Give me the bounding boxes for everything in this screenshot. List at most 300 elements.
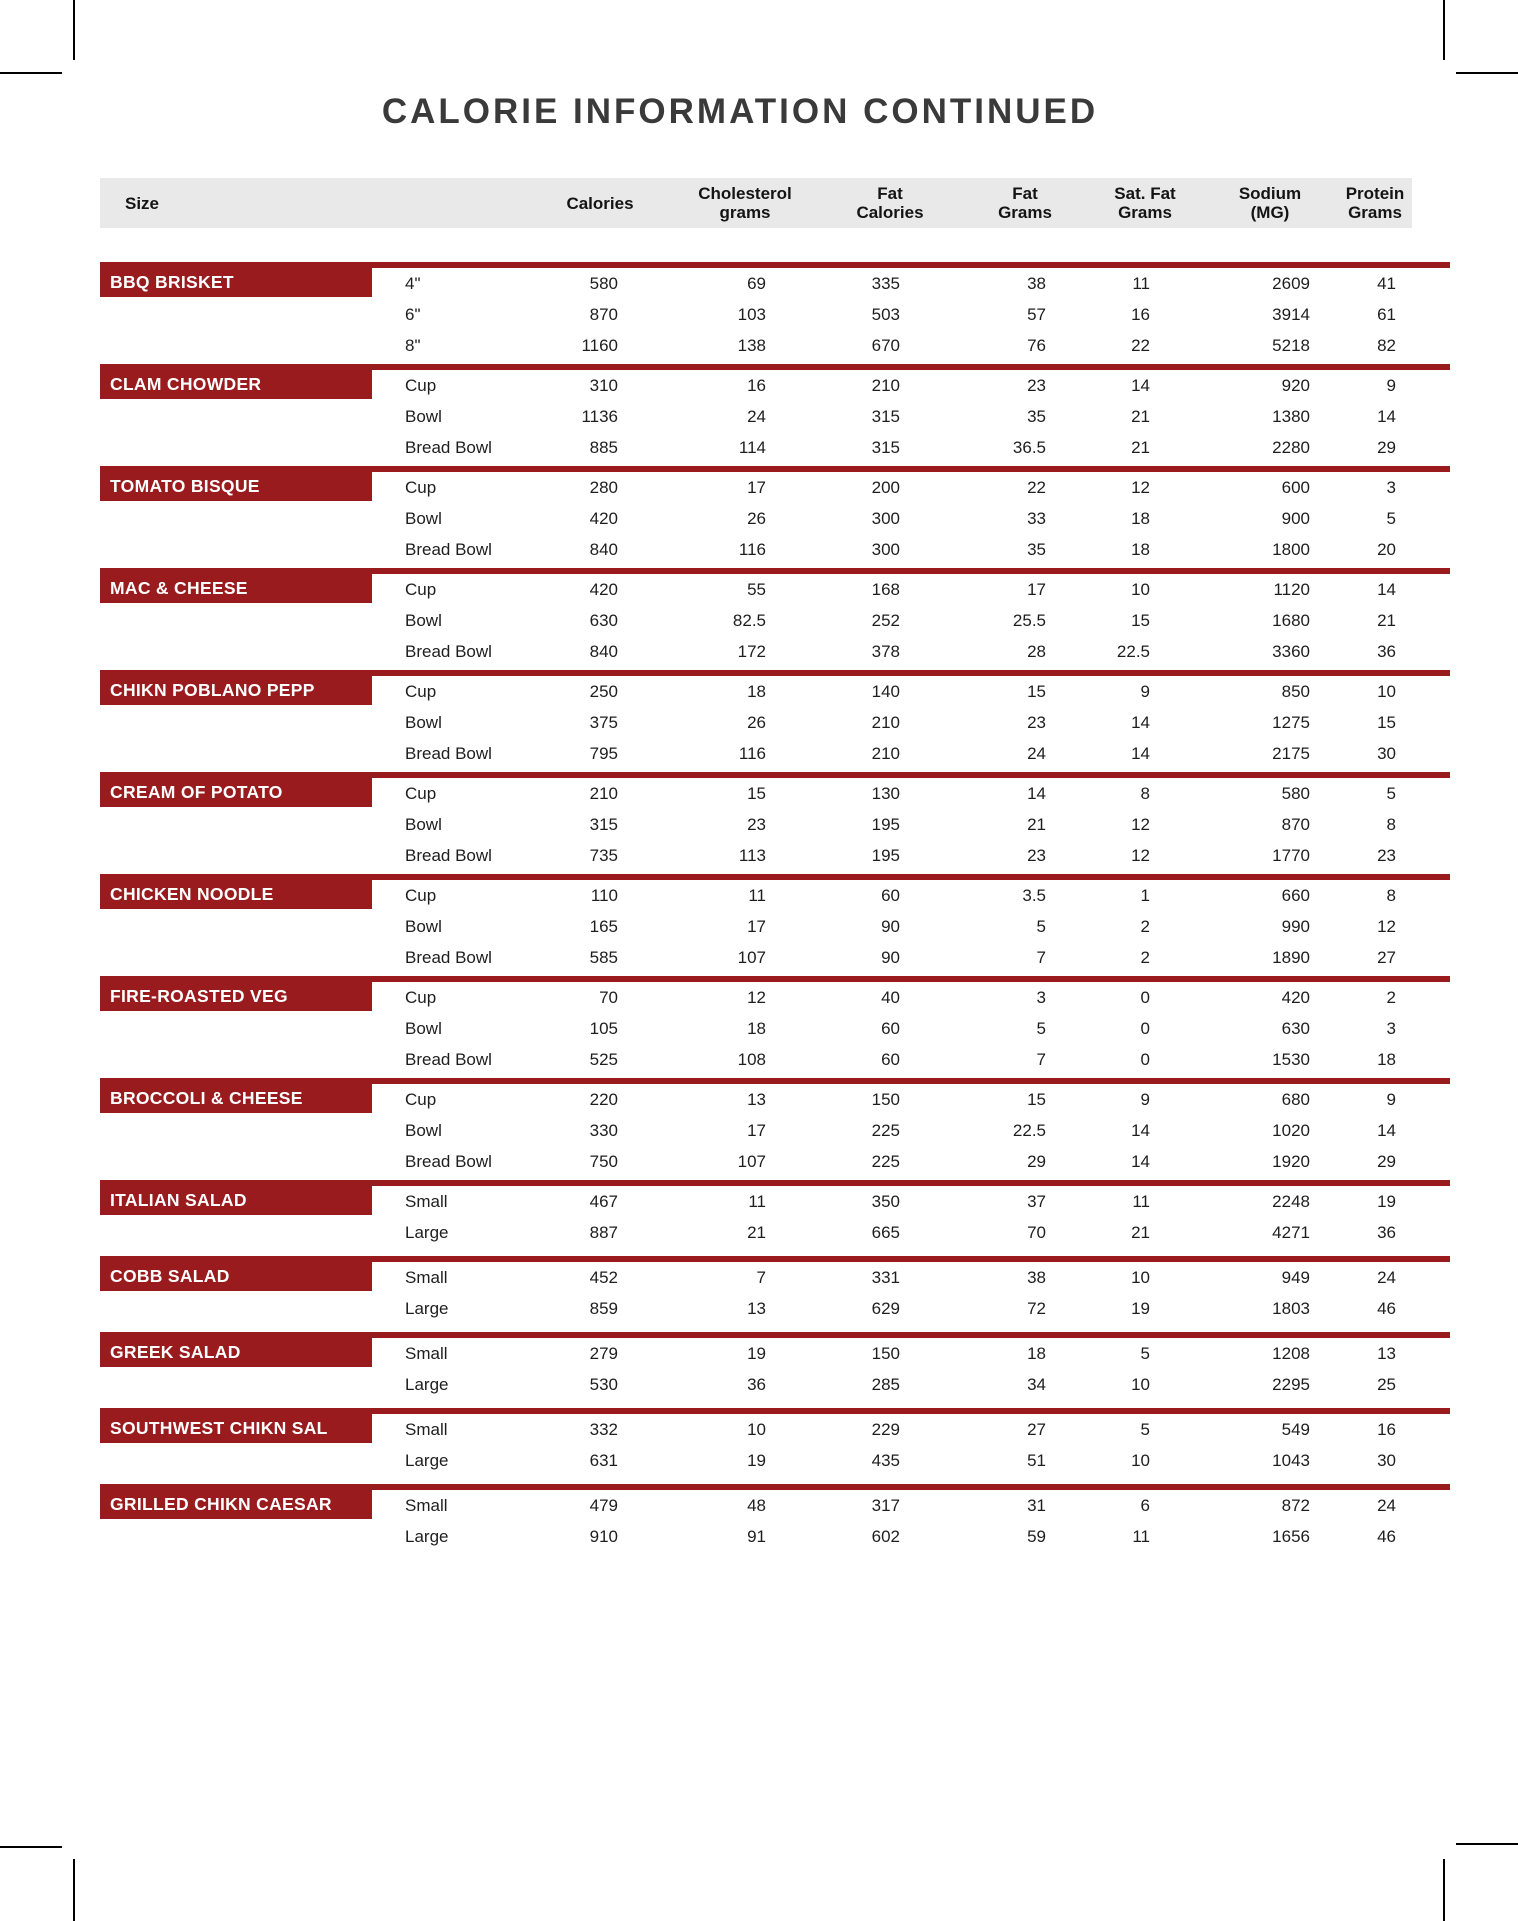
value-cell: 13 bbox=[747, 1090, 766, 1109]
value-cell: 435 bbox=[871, 1451, 900, 1470]
value-cell: 29 bbox=[1377, 438, 1396, 457]
value-cell: 40 bbox=[881, 988, 900, 1007]
value-cell: 920 bbox=[1281, 376, 1310, 395]
value-cell: 48 bbox=[747, 1496, 766, 1515]
value-cell: 14 bbox=[1131, 1152, 1150, 1171]
value-cell: 2248 bbox=[1272, 1192, 1310, 1211]
value-cell: 18 bbox=[1377, 1050, 1396, 1069]
value-cell: 735 bbox=[589, 846, 618, 865]
value-cell: 61 bbox=[1377, 305, 1396, 324]
value-cell: 330 bbox=[589, 1121, 618, 1140]
value-cell: 10 bbox=[1131, 1268, 1150, 1287]
value-cell: 840 bbox=[589, 642, 618, 661]
value-cell: 36 bbox=[747, 1375, 766, 1394]
value-cell: 60 bbox=[881, 1050, 900, 1069]
value-cell: 315 bbox=[871, 438, 900, 457]
size-cell: Bowl bbox=[405, 917, 442, 936]
value-cell: 9 bbox=[1140, 1090, 1150, 1109]
menu-section bbox=[100, 1256, 1450, 1324]
value-cell: 21 bbox=[1027, 815, 1046, 834]
menu-section bbox=[100, 1408, 1450, 1476]
menu-section bbox=[100, 466, 1450, 565]
value-cell: 210 bbox=[871, 744, 900, 763]
value-cell: 580 bbox=[589, 274, 618, 293]
value-cell: 165 bbox=[589, 917, 618, 936]
value-cell: 15 bbox=[1131, 611, 1150, 630]
value-cell: 602 bbox=[871, 1527, 900, 1546]
value-cell: 585 bbox=[589, 948, 618, 967]
value-cell: 55 bbox=[747, 580, 766, 599]
section-title: CLAM CHOWDER bbox=[100, 370, 372, 399]
value-cell: 1380 bbox=[1272, 407, 1310, 426]
value-cell: 103 bbox=[737, 305, 766, 324]
size-cell: Bread Bowl bbox=[405, 438, 492, 457]
value-cell: 11 bbox=[1132, 1527, 1150, 1546]
value-cell: 24 bbox=[747, 407, 766, 426]
value-cell: 631 bbox=[589, 1451, 618, 1470]
value-cell: 210 bbox=[589, 784, 618, 803]
value-cell: 15 bbox=[1027, 682, 1046, 701]
value-cell: 23 bbox=[1027, 713, 1046, 732]
value-cell: 15 bbox=[1027, 1090, 1046, 1109]
value-cell: 14 bbox=[1377, 580, 1396, 599]
value-cell: 332 bbox=[589, 1420, 618, 1439]
value-cell: 172 bbox=[737, 642, 766, 661]
value-cell: 335 bbox=[871, 274, 900, 293]
menu-section bbox=[100, 1332, 1450, 1400]
value-cell: 25.5 bbox=[1012, 611, 1046, 630]
section-title: CREAM OF POTATO bbox=[100, 778, 372, 807]
value-cell: 16 bbox=[1377, 1420, 1396, 1439]
value-cell: 20 bbox=[1377, 540, 1396, 559]
value-cell: 5 bbox=[1386, 784, 1396, 803]
size-cell: Bread Bowl bbox=[405, 642, 492, 661]
menu-section bbox=[100, 976, 1450, 1075]
value-cell: 51 bbox=[1027, 1451, 1046, 1470]
column-header-fat-grams: Fat Grams bbox=[998, 184, 1052, 222]
size-cell: 4" bbox=[405, 274, 421, 293]
value-cell: 12 bbox=[1131, 478, 1150, 497]
column-header-fat-calories: Fat Calories bbox=[856, 184, 924, 222]
size-cell: Bowl bbox=[405, 1019, 442, 1038]
value-cell: 7 bbox=[756, 1268, 766, 1287]
value-cell: 138 bbox=[737, 336, 766, 355]
value-cell: 27 bbox=[1377, 948, 1396, 967]
value-cell: 452 bbox=[589, 1268, 618, 1287]
size-cell: Cup bbox=[405, 580, 437, 599]
value-cell: 70 bbox=[1027, 1223, 1046, 1242]
value-cell: 90 bbox=[881, 948, 900, 967]
value-cell: 10 bbox=[1377, 682, 1396, 701]
category-spacer bbox=[100, 534, 380, 565]
size-cell: Bread Bowl bbox=[405, 744, 492, 763]
table-body bbox=[100, 262, 1450, 1552]
value-cell: 580 bbox=[1281, 784, 1310, 803]
value-cell: 331 bbox=[871, 1268, 900, 1287]
value-cell: 9 bbox=[1140, 682, 1150, 701]
value-cell: 870 bbox=[1281, 815, 1310, 834]
value-cell: 22 bbox=[1131, 336, 1150, 355]
value-cell: 467 bbox=[589, 1192, 618, 1211]
value-cell: 140 bbox=[871, 682, 900, 701]
size-cell: Large bbox=[405, 1223, 449, 1242]
value-cell: 420 bbox=[589, 580, 618, 599]
value-cell: 17 bbox=[747, 917, 766, 936]
size-cell: 6" bbox=[405, 305, 421, 324]
value-cell: 18 bbox=[1131, 509, 1150, 528]
value-cell: 91 bbox=[747, 1527, 766, 1546]
value-cell: 479 bbox=[589, 1496, 618, 1515]
value-cell: 225 bbox=[871, 1121, 900, 1140]
value-cell: 6 bbox=[1140, 1496, 1150, 1515]
category-spacer bbox=[100, 605, 380, 636]
value-cell: 34 bbox=[1027, 1375, 1046, 1394]
value-cell: 18 bbox=[1131, 540, 1150, 559]
size-cell: Bowl bbox=[405, 611, 442, 630]
value-cell: 195 bbox=[871, 846, 900, 865]
value-cell: 12 bbox=[747, 988, 766, 1007]
value-cell: 41 bbox=[1377, 274, 1396, 293]
value-cell: 26 bbox=[747, 713, 766, 732]
value-cell: 2280 bbox=[1272, 438, 1310, 457]
value-cell: 9 bbox=[1386, 376, 1396, 395]
value-cell: 795 bbox=[589, 744, 618, 763]
value-cell: 2 bbox=[1386, 988, 1396, 1007]
category-spacer bbox=[100, 432, 380, 463]
section-title: CHIKN POBLANO PEPP bbox=[100, 676, 372, 705]
size-cell: Cup bbox=[405, 988, 437, 1007]
value-cell: 13 bbox=[747, 1299, 766, 1318]
value-cell: 25 bbox=[1377, 1375, 1396, 1394]
value-cell: 5 bbox=[1140, 1344, 1150, 1363]
value-cell: 0 bbox=[1140, 988, 1150, 1007]
value-cell: 1160 bbox=[581, 336, 618, 355]
value-cell: 1120 bbox=[1273, 580, 1310, 599]
value-cell: 16 bbox=[1131, 305, 1150, 324]
value-cell: 0 bbox=[1140, 1050, 1150, 1069]
menu-section bbox=[100, 568, 1450, 667]
value-cell: 350 bbox=[871, 1192, 900, 1211]
category-spacer bbox=[100, 738, 380, 769]
category-spacer bbox=[100, 636, 380, 667]
category-spacer bbox=[100, 911, 380, 942]
value-cell: 82 bbox=[1377, 336, 1396, 355]
value-cell: 3360 bbox=[1272, 642, 1310, 661]
value-cell: 72 bbox=[1027, 1299, 1046, 1318]
value-cell: 310 bbox=[589, 376, 618, 395]
value-cell: 750 bbox=[589, 1152, 618, 1171]
value-cell: 1275 bbox=[1272, 713, 1310, 732]
value-cell: 300 bbox=[871, 540, 900, 559]
section-title: BBQ BRISKET bbox=[100, 268, 372, 297]
value-cell: 17 bbox=[747, 1121, 766, 1140]
calorie-table bbox=[100, 178, 1450, 1560]
value-cell: 36 bbox=[1377, 642, 1396, 661]
crop-mark bbox=[1456, 72, 1518, 74]
value-cell: 3 bbox=[1386, 1019, 1396, 1038]
value-cell: 220 bbox=[589, 1090, 618, 1109]
category-spacer bbox=[100, 1044, 380, 1075]
value-cell: 420 bbox=[589, 509, 618, 528]
value-cell: 11 bbox=[748, 886, 766, 905]
category-spacer bbox=[100, 1146, 380, 1177]
value-cell: 130 bbox=[871, 784, 900, 803]
value-cell: 315 bbox=[871, 407, 900, 426]
value-cell: 200 bbox=[871, 478, 900, 497]
value-cell: 5 bbox=[1036, 1019, 1046, 1038]
value-cell: 35 bbox=[1027, 540, 1046, 559]
value-cell: 285 bbox=[871, 1375, 900, 1394]
value-cell: 887 bbox=[589, 1223, 618, 1242]
size-cell: Cup bbox=[405, 886, 437, 905]
value-cell: 27 bbox=[1027, 1420, 1046, 1439]
crop-mark bbox=[0, 72, 62, 74]
size-cell: Small bbox=[405, 1420, 448, 1439]
section-title: CHICKEN NOODLE bbox=[100, 880, 372, 909]
value-cell: 870 bbox=[589, 305, 618, 324]
value-cell: 14 bbox=[1131, 713, 1150, 732]
value-cell: 10 bbox=[1131, 580, 1150, 599]
value-cell: 15 bbox=[1377, 713, 1396, 732]
size-cell: Small bbox=[405, 1344, 448, 1363]
column-header-cholesterol: Cholesterol grams bbox=[698, 184, 792, 222]
value-cell: 21 bbox=[1377, 611, 1396, 630]
value-cell: 107 bbox=[737, 948, 766, 967]
value-cell: 11 bbox=[748, 1192, 766, 1211]
value-cell: 2 bbox=[1140, 917, 1150, 936]
value-cell: 1680 bbox=[1272, 611, 1310, 630]
value-cell: 3 bbox=[1036, 988, 1046, 1007]
value-cell: 36 bbox=[1377, 1223, 1396, 1242]
value-cell: 37 bbox=[1027, 1192, 1046, 1211]
value-cell: 630 bbox=[1281, 1019, 1310, 1038]
value-cell: 31 bbox=[1027, 1496, 1046, 1515]
value-cell: 23 bbox=[1377, 846, 1396, 865]
value-cell: 1 bbox=[1140, 886, 1150, 905]
value-cell: 2295 bbox=[1272, 1375, 1310, 1394]
crop-mark bbox=[1456, 1843, 1518, 1845]
value-cell: 76 bbox=[1027, 336, 1046, 355]
value-cell: 885 bbox=[589, 438, 618, 457]
value-cell: 252 bbox=[871, 611, 900, 630]
value-cell: 195 bbox=[871, 815, 900, 834]
value-cell: 14 bbox=[1131, 1121, 1150, 1140]
value-cell: 14 bbox=[1131, 376, 1150, 395]
category-spacer bbox=[100, 1445, 380, 1476]
category-spacer bbox=[100, 401, 380, 432]
size-cell: Bread Bowl bbox=[405, 540, 492, 559]
value-cell: 108 bbox=[737, 1050, 766, 1069]
size-cell: Cup bbox=[405, 682, 437, 701]
value-cell: 26 bbox=[747, 509, 766, 528]
value-cell: 22.5 bbox=[1012, 1121, 1046, 1140]
value-cell: 11 bbox=[1132, 274, 1150, 293]
value-cell: 70 bbox=[599, 988, 618, 1007]
value-cell: 46 bbox=[1377, 1527, 1396, 1546]
category-spacer bbox=[100, 1013, 380, 1044]
value-cell: 670 bbox=[871, 336, 900, 355]
value-cell: 279 bbox=[589, 1344, 618, 1363]
section-title: TOMATO BISQUE bbox=[100, 472, 372, 501]
value-cell: 5218 bbox=[1272, 336, 1310, 355]
value-cell: 1136 bbox=[581, 407, 618, 426]
menu-section bbox=[100, 262, 1450, 361]
value-cell: 600 bbox=[1281, 478, 1310, 497]
value-cell: 113 bbox=[738, 846, 766, 865]
value-cell: 315 bbox=[589, 815, 618, 834]
value-cell: 2609 bbox=[1272, 274, 1310, 293]
size-cell: Bowl bbox=[405, 1121, 442, 1140]
value-cell: 210 bbox=[871, 713, 900, 732]
category-spacer bbox=[100, 809, 380, 840]
size-cell: Small bbox=[405, 1496, 448, 1515]
value-cell: 1656 bbox=[1272, 1527, 1310, 1546]
value-cell: 7 bbox=[1036, 1050, 1046, 1069]
value-cell: 665 bbox=[871, 1223, 900, 1242]
value-cell: 60 bbox=[881, 886, 900, 905]
value-cell: 1530 bbox=[1272, 1050, 1310, 1069]
value-cell: 1020 bbox=[1272, 1121, 1310, 1140]
column-header-protein: Protein Grams bbox=[1345, 184, 1405, 222]
value-cell: 3.5 bbox=[1022, 886, 1046, 905]
value-cell: 18 bbox=[747, 682, 766, 701]
value-cell: 3 bbox=[1386, 478, 1396, 497]
value-cell: 22 bbox=[1027, 478, 1046, 497]
value-cell: 210 bbox=[871, 376, 900, 395]
value-cell: 1920 bbox=[1272, 1152, 1310, 1171]
value-cell: 46 bbox=[1377, 1299, 1396, 1318]
value-cell: 24 bbox=[1377, 1496, 1396, 1515]
category-spacer bbox=[100, 1293, 380, 1324]
crop-mark bbox=[1443, 1859, 1445, 1921]
value-cell: 990 bbox=[1281, 917, 1310, 936]
value-cell: 1803 bbox=[1272, 1299, 1310, 1318]
category-spacer bbox=[100, 707, 380, 738]
value-cell: 23 bbox=[1027, 846, 1046, 865]
value-cell: 19 bbox=[747, 1451, 766, 1470]
value-cell: 7 bbox=[1036, 948, 1046, 967]
column-header-sat-fat: Sat. Fat Grams bbox=[1114, 184, 1176, 222]
section-title: SOUTHWEST CHIKN SAL bbox=[100, 1414, 372, 1443]
value-cell: 5 bbox=[1036, 917, 1046, 936]
value-cell: 18 bbox=[747, 1019, 766, 1038]
menu-section bbox=[100, 874, 1450, 973]
menu-section bbox=[100, 1484, 1450, 1552]
value-cell: 503 bbox=[871, 305, 900, 324]
size-cell: Large bbox=[405, 1527, 449, 1546]
size-cell: Bowl bbox=[405, 407, 442, 426]
value-cell: 19 bbox=[1377, 1192, 1396, 1211]
value-cell: 30 bbox=[1377, 744, 1396, 763]
size-cell: Small bbox=[405, 1268, 448, 1287]
value-cell: 114 bbox=[738, 438, 766, 457]
category-spacer bbox=[100, 1115, 380, 1146]
value-cell: 13 bbox=[1377, 1344, 1396, 1363]
value-cell: 30 bbox=[1377, 1451, 1396, 1470]
value-cell: 59 bbox=[1027, 1527, 1046, 1546]
size-cell: Bread Bowl bbox=[405, 1152, 492, 1171]
value-cell: 1890 bbox=[1272, 948, 1310, 967]
value-cell: 14 bbox=[1027, 784, 1046, 803]
value-cell: 680 bbox=[1281, 1090, 1310, 1109]
value-cell: 660 bbox=[1281, 886, 1310, 905]
category-spacer bbox=[100, 1217, 380, 1248]
value-cell: 11 bbox=[1132, 1192, 1150, 1211]
value-cell: 150 bbox=[871, 1344, 900, 1363]
column-header-size: Size bbox=[125, 193, 160, 213]
category-spacer bbox=[100, 503, 380, 534]
value-cell: 24 bbox=[1027, 744, 1046, 763]
size-cell: Large bbox=[405, 1299, 449, 1318]
value-cell: 116 bbox=[738, 744, 766, 763]
category-spacer bbox=[100, 942, 380, 973]
size-cell: Bread Bowl bbox=[405, 1050, 492, 1069]
value-cell: 22.5 bbox=[1116, 642, 1150, 661]
section-title: GREEK SALAD bbox=[100, 1338, 372, 1367]
size-cell: Cup bbox=[405, 478, 437, 497]
value-cell: 60 bbox=[881, 1019, 900, 1038]
section-title: MAC & CHEESE bbox=[100, 574, 372, 603]
section-title: GRILLED CHIKN CAESAR bbox=[100, 1490, 372, 1519]
value-cell: 378 bbox=[871, 642, 900, 661]
value-cell: 629 bbox=[871, 1299, 900, 1318]
column-header-calories: Calories bbox=[566, 193, 634, 213]
section-title: ITALIAN SALAD bbox=[100, 1186, 372, 1215]
category-spacer bbox=[100, 330, 380, 361]
value-cell: 229 bbox=[871, 1420, 900, 1439]
value-cell: 225 bbox=[871, 1152, 900, 1171]
value-cell: 8 bbox=[1140, 784, 1150, 803]
value-cell: 12 bbox=[1131, 846, 1150, 865]
menu-section bbox=[100, 1180, 1450, 1248]
value-cell: 2175 bbox=[1272, 744, 1310, 763]
value-cell: 14 bbox=[1377, 1121, 1396, 1140]
value-cell: 105 bbox=[589, 1019, 618, 1038]
section-title: BROCCOLI & CHEESE bbox=[100, 1084, 372, 1113]
value-cell: 949 bbox=[1281, 1268, 1310, 1287]
value-cell: 420 bbox=[1281, 988, 1310, 1007]
value-cell: 2 bbox=[1140, 948, 1150, 967]
value-cell: 38 bbox=[1027, 274, 1046, 293]
menu-section bbox=[100, 772, 1450, 871]
value-cell: 0 bbox=[1140, 1019, 1150, 1038]
crop-mark bbox=[73, 0, 75, 60]
value-cell: 23 bbox=[747, 815, 766, 834]
value-cell: 14 bbox=[1377, 407, 1396, 426]
value-cell: 28 bbox=[1027, 642, 1046, 661]
value-cell: 17 bbox=[747, 478, 766, 497]
value-cell: 5 bbox=[1140, 1420, 1150, 1439]
value-cell: 850 bbox=[1281, 682, 1310, 701]
section-title: FIRE-ROASTED VEG bbox=[100, 982, 372, 1011]
size-cell: Cup bbox=[405, 376, 437, 395]
value-cell: 110 bbox=[590, 886, 618, 905]
value-cell: 317 bbox=[871, 1496, 900, 1515]
category-spacer bbox=[100, 840, 380, 871]
value-cell: 549 bbox=[1281, 1420, 1310, 1439]
menu-section bbox=[100, 364, 1450, 463]
value-cell: 9 bbox=[1386, 1090, 1396, 1109]
value-cell: 525 bbox=[589, 1050, 618, 1069]
menu-section bbox=[100, 670, 1450, 769]
size-cell: Small bbox=[405, 1192, 448, 1211]
size-cell: Bowl bbox=[405, 713, 442, 732]
category-spacer bbox=[100, 1369, 380, 1400]
value-cell: 57 bbox=[1027, 305, 1046, 324]
size-cell: Large bbox=[405, 1375, 449, 1394]
value-cell: 14 bbox=[1131, 744, 1150, 763]
value-cell: 33 bbox=[1027, 509, 1046, 528]
